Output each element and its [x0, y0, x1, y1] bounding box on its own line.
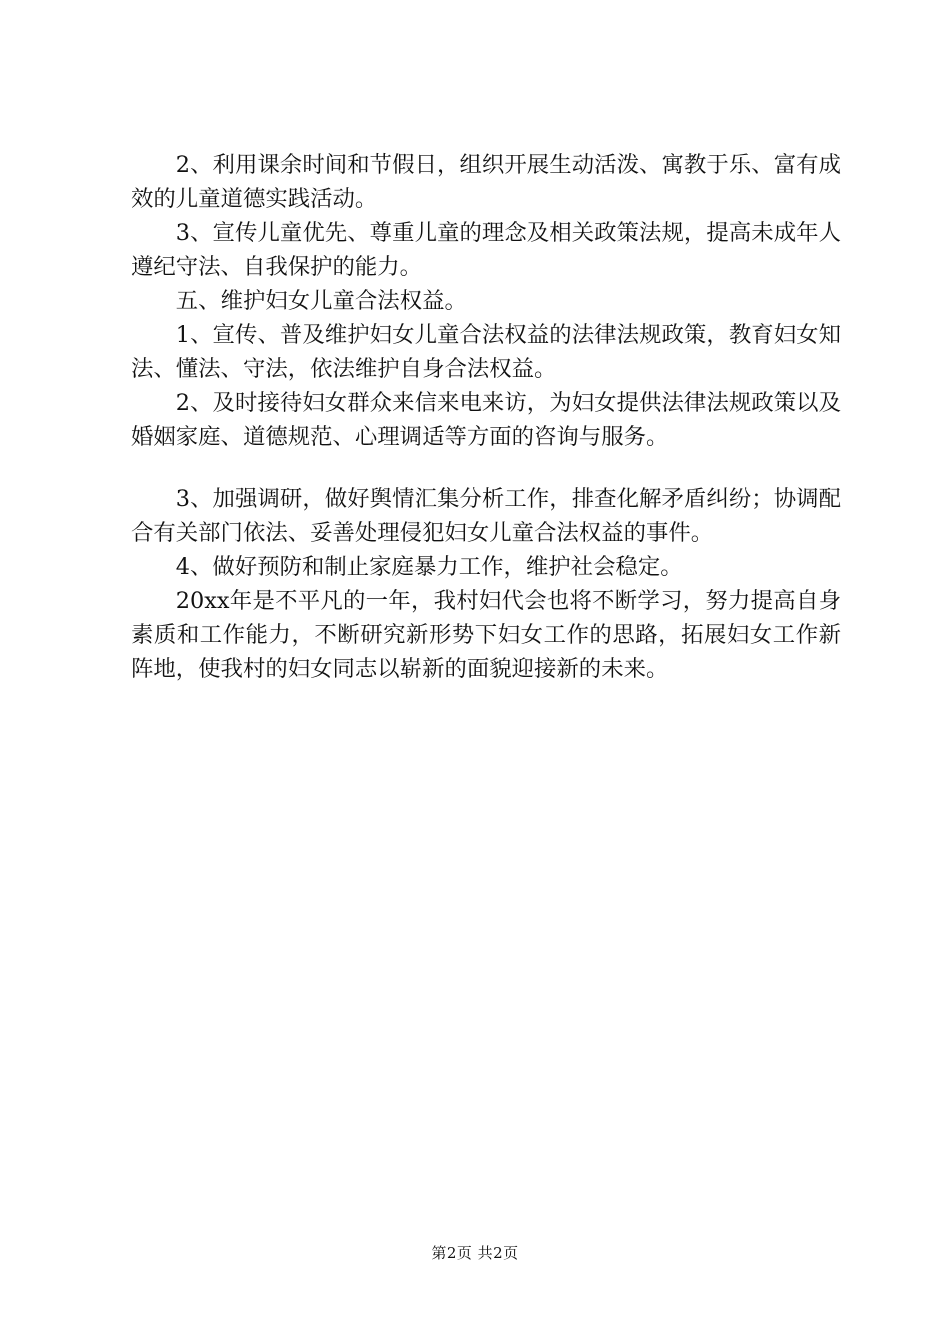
- paragraph-5: 3、加强调研，做好舆情汇集分析工作，排查化解矛盾纠纷；协调配合有关部门依法、妥善处理侵犯妇女儿童合法权益的事件。: [131, 486, 841, 546]
- document-body: [131, 148, 841, 686]
- paragraph-2: 3、宣传儿童优先、尊重儿童的理念及相关政策法规，提高未成年人遵纪守法、自我保护的能力。: [131, 220, 841, 280]
- paragraph-1: 2、利用课余时间和节假日，组织开展生动活泼、寓教于乐、富有成效的儿童道德实践活动。: [131, 152, 841, 212]
- paragraph-7: 20xx年是不平凡的一年，我村妇代会也将不断学习，努力提高自身素质和工作能力，不断研究新形势下妇女工作的思路，拓展妇女工作新阵地，使我村的妇女同志以崭新的面貌迎接新的未来。: [131, 588, 841, 682]
- section-heading-5: 五、维护妇女儿童合法权益。: [175, 288, 467, 314]
- paragraph-6: 4、做好预防和制止家庭暴力工作，维护社会稳定。: [175, 554, 683, 580]
- page-number-footer: 第2页 共2页: [431, 1244, 519, 1262]
- paragraph-3: 1、宣传、普及维护妇女儿童合法权益的法律法规政策，教育妇女知法、懂法、守法，依法维护自身合法权益。: [131, 322, 841, 382]
- paragraph-4: 2、及时接待妇女群众来信来电来访，为妇女提供法律法规政策以及婚姻家庭、道德规范、心理调适等方面的咨询与服务。: [131, 390, 841, 450]
